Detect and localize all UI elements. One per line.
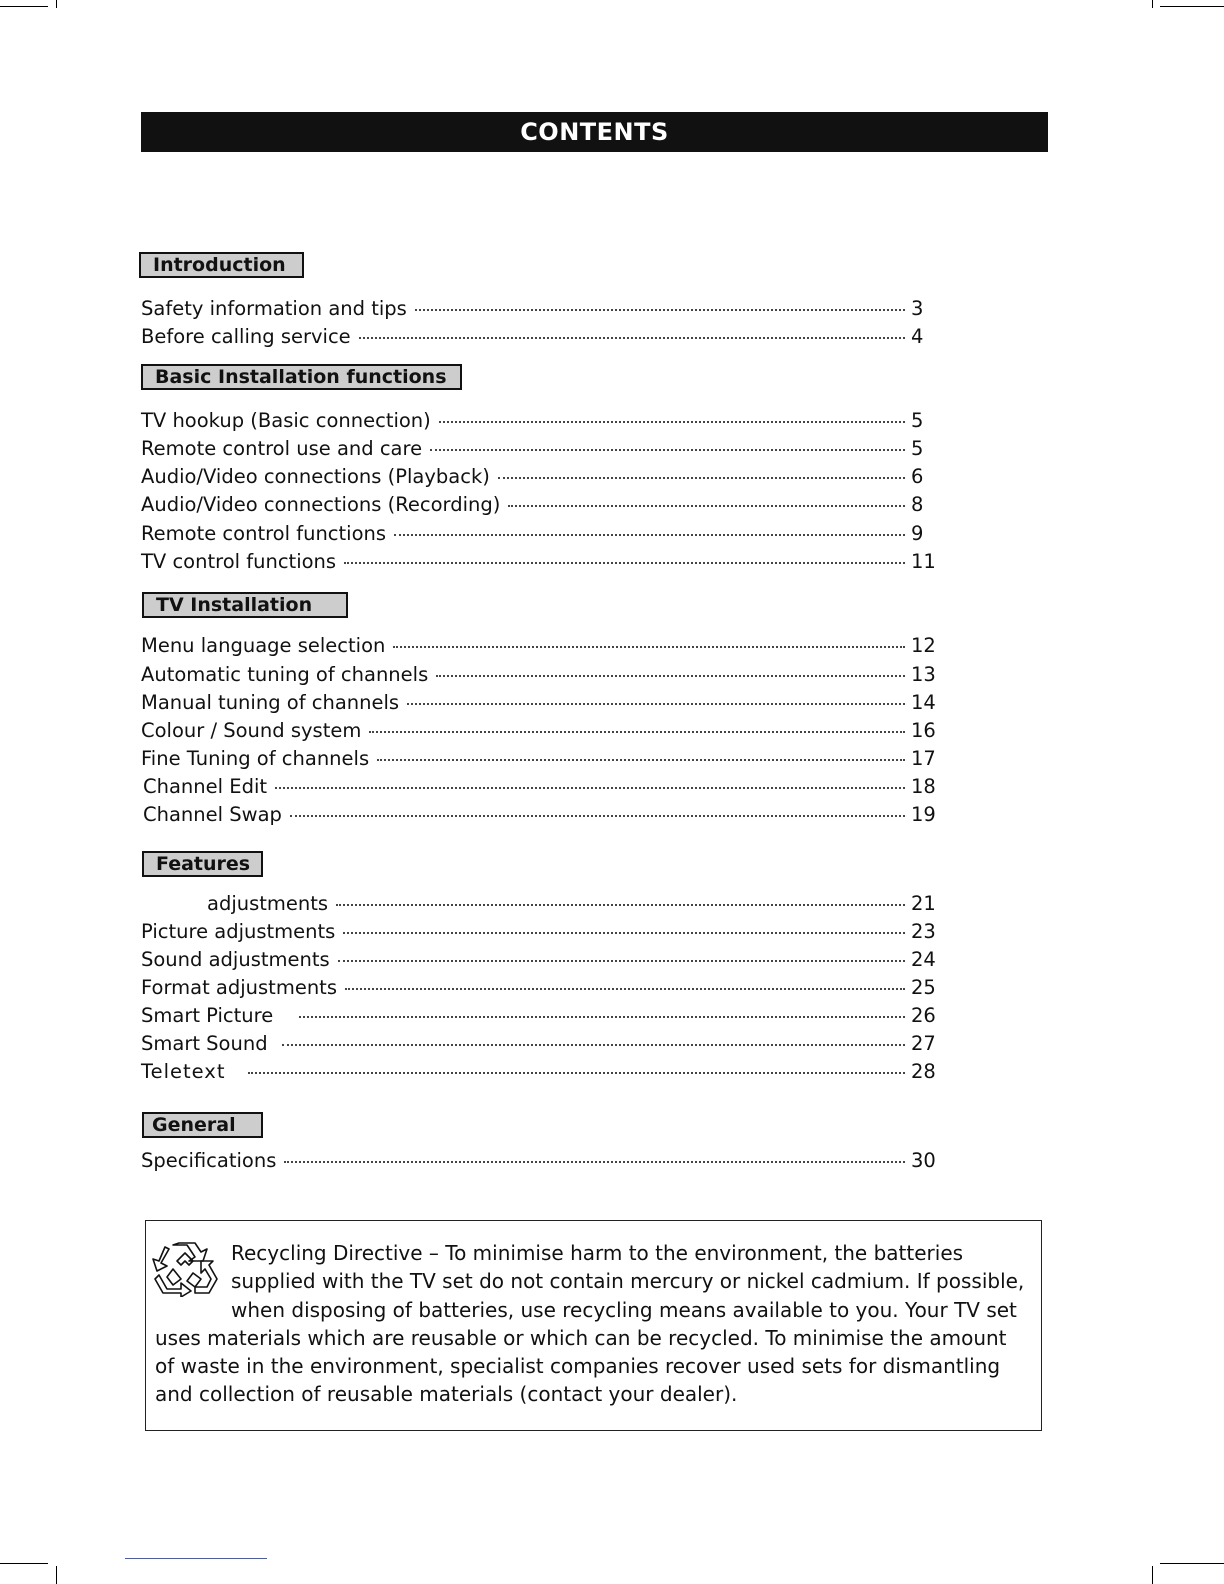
crop-mark [1160,1563,1224,1564]
toc-entry-page: 28 [911,1060,936,1083]
dot-leader [508,505,905,507]
toc-entry-title: Specifications [141,1149,277,1172]
toc-entry-page: 4 [911,325,924,348]
toc-entry-title: Colour / Sound system [141,719,362,742]
toc-entry-page: 13 [911,663,936,686]
toc-entry-page: 5 [911,409,924,432]
toc-entry-page: 21 [911,892,936,915]
dot-leader [290,815,905,817]
toc-entry-page: 26 [911,1004,936,1027]
toc-entry-page: 9 [911,522,924,545]
toc-entry[interactable] [141,548,939,576]
toc-entry-page: 14 [911,691,936,714]
section-heading-features: Features [142,851,263,877]
toc-entry[interactable] [141,491,939,519]
dot-leader [336,904,905,906]
toc-entry[interactable] [141,689,939,717]
toc-entry-title: Smart Sound [141,1032,268,1055]
dot-leader [436,675,905,677]
section-heading-basic-installation: Basic Installation functions [141,364,462,390]
toc-entry[interactable] [141,1002,939,1030]
recycling-notice-text: Recycling Directive – To minimise harm to the environment, the batteries supplied with the TV set do not contain mercury or nickel cadmium. If possible, when disposing of batteries, use recycling means available to you. Your TV set uses materials which are reusable or which can be recycled. To minimise the amount of waste in the environment, specialist companies recover used sets for dismantling and collection of reusable materials (contact your dealer). [155,1241,1025,1407]
toc-entry-page: 30 [911,1149,936,1172]
toc-entry-page: 23 [911,920,936,943]
page-title: CONTENTS [141,112,1048,152]
crop-mark [0,1563,48,1564]
toc-entry-page: 5 [911,437,924,460]
toc-entry[interactable] [141,745,939,773]
toc-entry-title: Smart Picture [141,1004,274,1027]
dot-leader [248,1072,906,1074]
toc-entry[interactable] [141,632,939,660]
dot-leader [393,646,905,648]
toc-entry-page: 6 [911,465,924,488]
toc-entry[interactable] [141,1058,939,1086]
toc-entry-title: Sound adjustments [141,948,330,971]
toc-entry[interactable] [141,520,939,548]
toc-entry-title: Audio/Video connections (Recording) [141,493,501,516]
crop-mark [56,1566,57,1584]
toc-entry[interactable] [141,1147,939,1175]
toc-entry-page: 17 [911,747,936,770]
crop-mark [1152,1566,1153,1584]
crop-mark [0,6,48,7]
dot-leader [498,477,905,479]
toc-entry-page: 11 [911,550,936,573]
toc-entry-title: Format adjustments [141,976,337,999]
recycling-notice-box [145,1220,1042,1431]
section-heading-introduction: Introduction [139,252,304,278]
toc-entry[interactable] [141,407,939,435]
section-heading-general: General [142,1112,263,1138]
toc-entry-title: Picture adjustments [141,920,336,943]
toc-entry-page: 27 [911,1032,936,1055]
dot-leader [344,562,905,564]
toc-entry[interactable] [141,946,939,974]
toc-entry-page: 24 [911,948,936,971]
dot-leader [394,534,905,536]
crop-mark [1152,0,1153,8]
toc-entry-page: 25 [911,976,936,999]
crop-mark [1160,6,1224,7]
toc-entry[interactable] [141,463,939,491]
toc-entry[interactable] [141,435,939,463]
toc-entry-title: Teletext [141,1060,226,1083]
toc-entry-title: Fine Tuning of channels [141,747,370,770]
toc-entry-title: Channel Edit [143,775,268,798]
dot-leader [299,1016,905,1018]
dot-leader [282,1044,905,1046]
toc-entry-title: adjustments [207,892,329,915]
toc-entry[interactable] [141,974,939,1002]
toc-entry-title: Before calling service [141,325,351,348]
dot-leader [338,960,905,962]
toc-entry-page: 12 [911,634,936,657]
toc-entry[interactable] [141,1030,939,1058]
toc-entry-page: 16 [911,719,936,742]
toc-entry-title: Audio/Video connections (Playback) [141,465,490,488]
dot-leader [415,309,905,311]
toc-entry-title: Channel Swap [143,803,282,826]
toc-entry-title: TV hookup (Basic connection) [141,409,431,432]
toc-entry-page: 8 [911,493,924,516]
toc-entry-title: Manual tuning of channels [141,691,400,714]
toc-entry[interactable] [143,801,939,829]
dot-leader [439,421,905,423]
dot-leader [343,932,905,934]
dot-leader [359,337,905,339]
toc-entry[interactable] [143,773,939,801]
dot-leader [369,731,905,733]
dot-leader [377,759,905,761]
dot-leader [430,449,905,451]
dot-leader [275,787,905,789]
dot-leader [284,1161,905,1163]
toc-entry-page: 19 [911,803,936,826]
toc-entry-title: Menu language selection [141,634,386,657]
dot-leader [345,988,905,990]
toc-entry-page: 18 [911,775,936,798]
footer-link-underline [125,1558,267,1559]
toc-entry[interactable] [207,890,939,918]
section-heading-tv-installation: TV Installation [142,592,348,618]
toc-entry[interactable] [141,661,939,689]
toc-entry[interactable] [141,295,939,323]
toc-entry[interactable] [141,717,939,745]
dot-leader [407,703,905,705]
toc-entry-title: TV control functions [141,550,337,573]
toc-entry-page: 3 [911,297,924,320]
recycle-icon [151,1239,223,1297]
toc-entry[interactable] [141,323,939,351]
toc-entry-title: Automatic tuning of channels [141,663,429,686]
toc-entry-title: Remote control functions [141,522,387,545]
crop-mark [56,0,57,8]
toc-entry-title: Safety information and tips [141,297,407,320]
toc-entry[interactable] [141,918,939,946]
toc-entry-title: Remote control use and care [141,437,423,460]
